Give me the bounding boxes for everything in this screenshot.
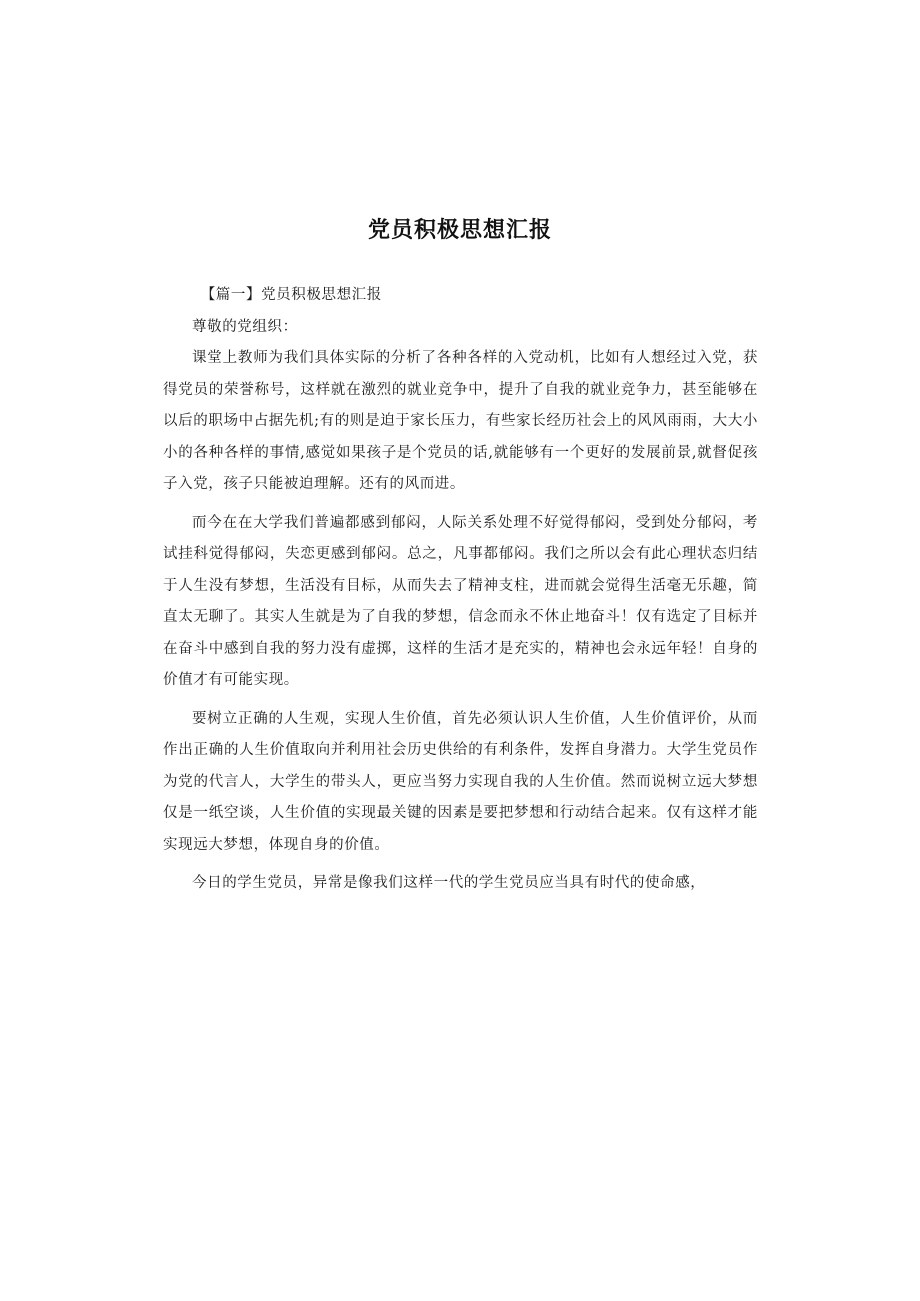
salutation: 尊敬的党组织： — [192, 318, 298, 335]
paragraph-1: 课堂上教师为我们具体实际的分析了各种各样的入党动机，比如有人想经过入党，获得党员的荣誉称号，这样就在激烈的就业竞争中，提升了自我的就业竞争力，甚至能够在以后的职场中占据先机;有的则是迫于家长压力，有些家长经历社会上的风风雨雨，大大小小的各种各样的事情,感觉如果孩子是个党员的话,就能够有一个更好的发展前景,就督促孩子入党，孩子只能被迫理解。还有的风而进。 — [163, 350, 758, 492]
document-title: 党员积极思想汇报 — [367, 218, 552, 243]
paragraph-3: 要树立正确的人生观，实现人生价值，首先必须认识人生价值，人生价值评价，从而作出正确的人生价值取向并利用社会历史供给的有利条件，发挥自身潜力。大学生党员作为党的代言人，大学生的带头人，更应当努力实现自我的人生价值。然而说树立远大梦想仅是一纸空谈，人生价值的实现最关键的因素是要把梦想和行动结合起来。仅有这样才能实现远大梦想，体现自身的价值。 — [163, 710, 758, 853]
section-heading: 【篇一】党员积极思想汇报 — [200, 287, 382, 303]
paragraph-4: 今日的学生党员，异常是像我们这样一代的学生党员应当具有时代的使命感， — [192, 875, 706, 891]
document-body — [163, 280, 758, 900]
paragraph-2: 而今在在大学我们普遍都感到郁闷，人际关系处理不好觉得郁闷，受到处分郁闷，考试挂科觉得郁闷，失恋更感到郁闷。总之，凡事都郁闷。我们之所以会有此心理状态归结于人生没有梦想，生活没有目标，从而失去了精神支柱，进而就会觉得生活毫无乐趣，简直太无聊了。其实人生就是为了自我的梦想，信念而永不休止地奋斗！仅有选定了目标并在奋斗中感到自我的努力没有虚掷，这样的生活才是充实的，精神也会永远年轻！自身的价值才有可能实现。 — [163, 514, 758, 688]
